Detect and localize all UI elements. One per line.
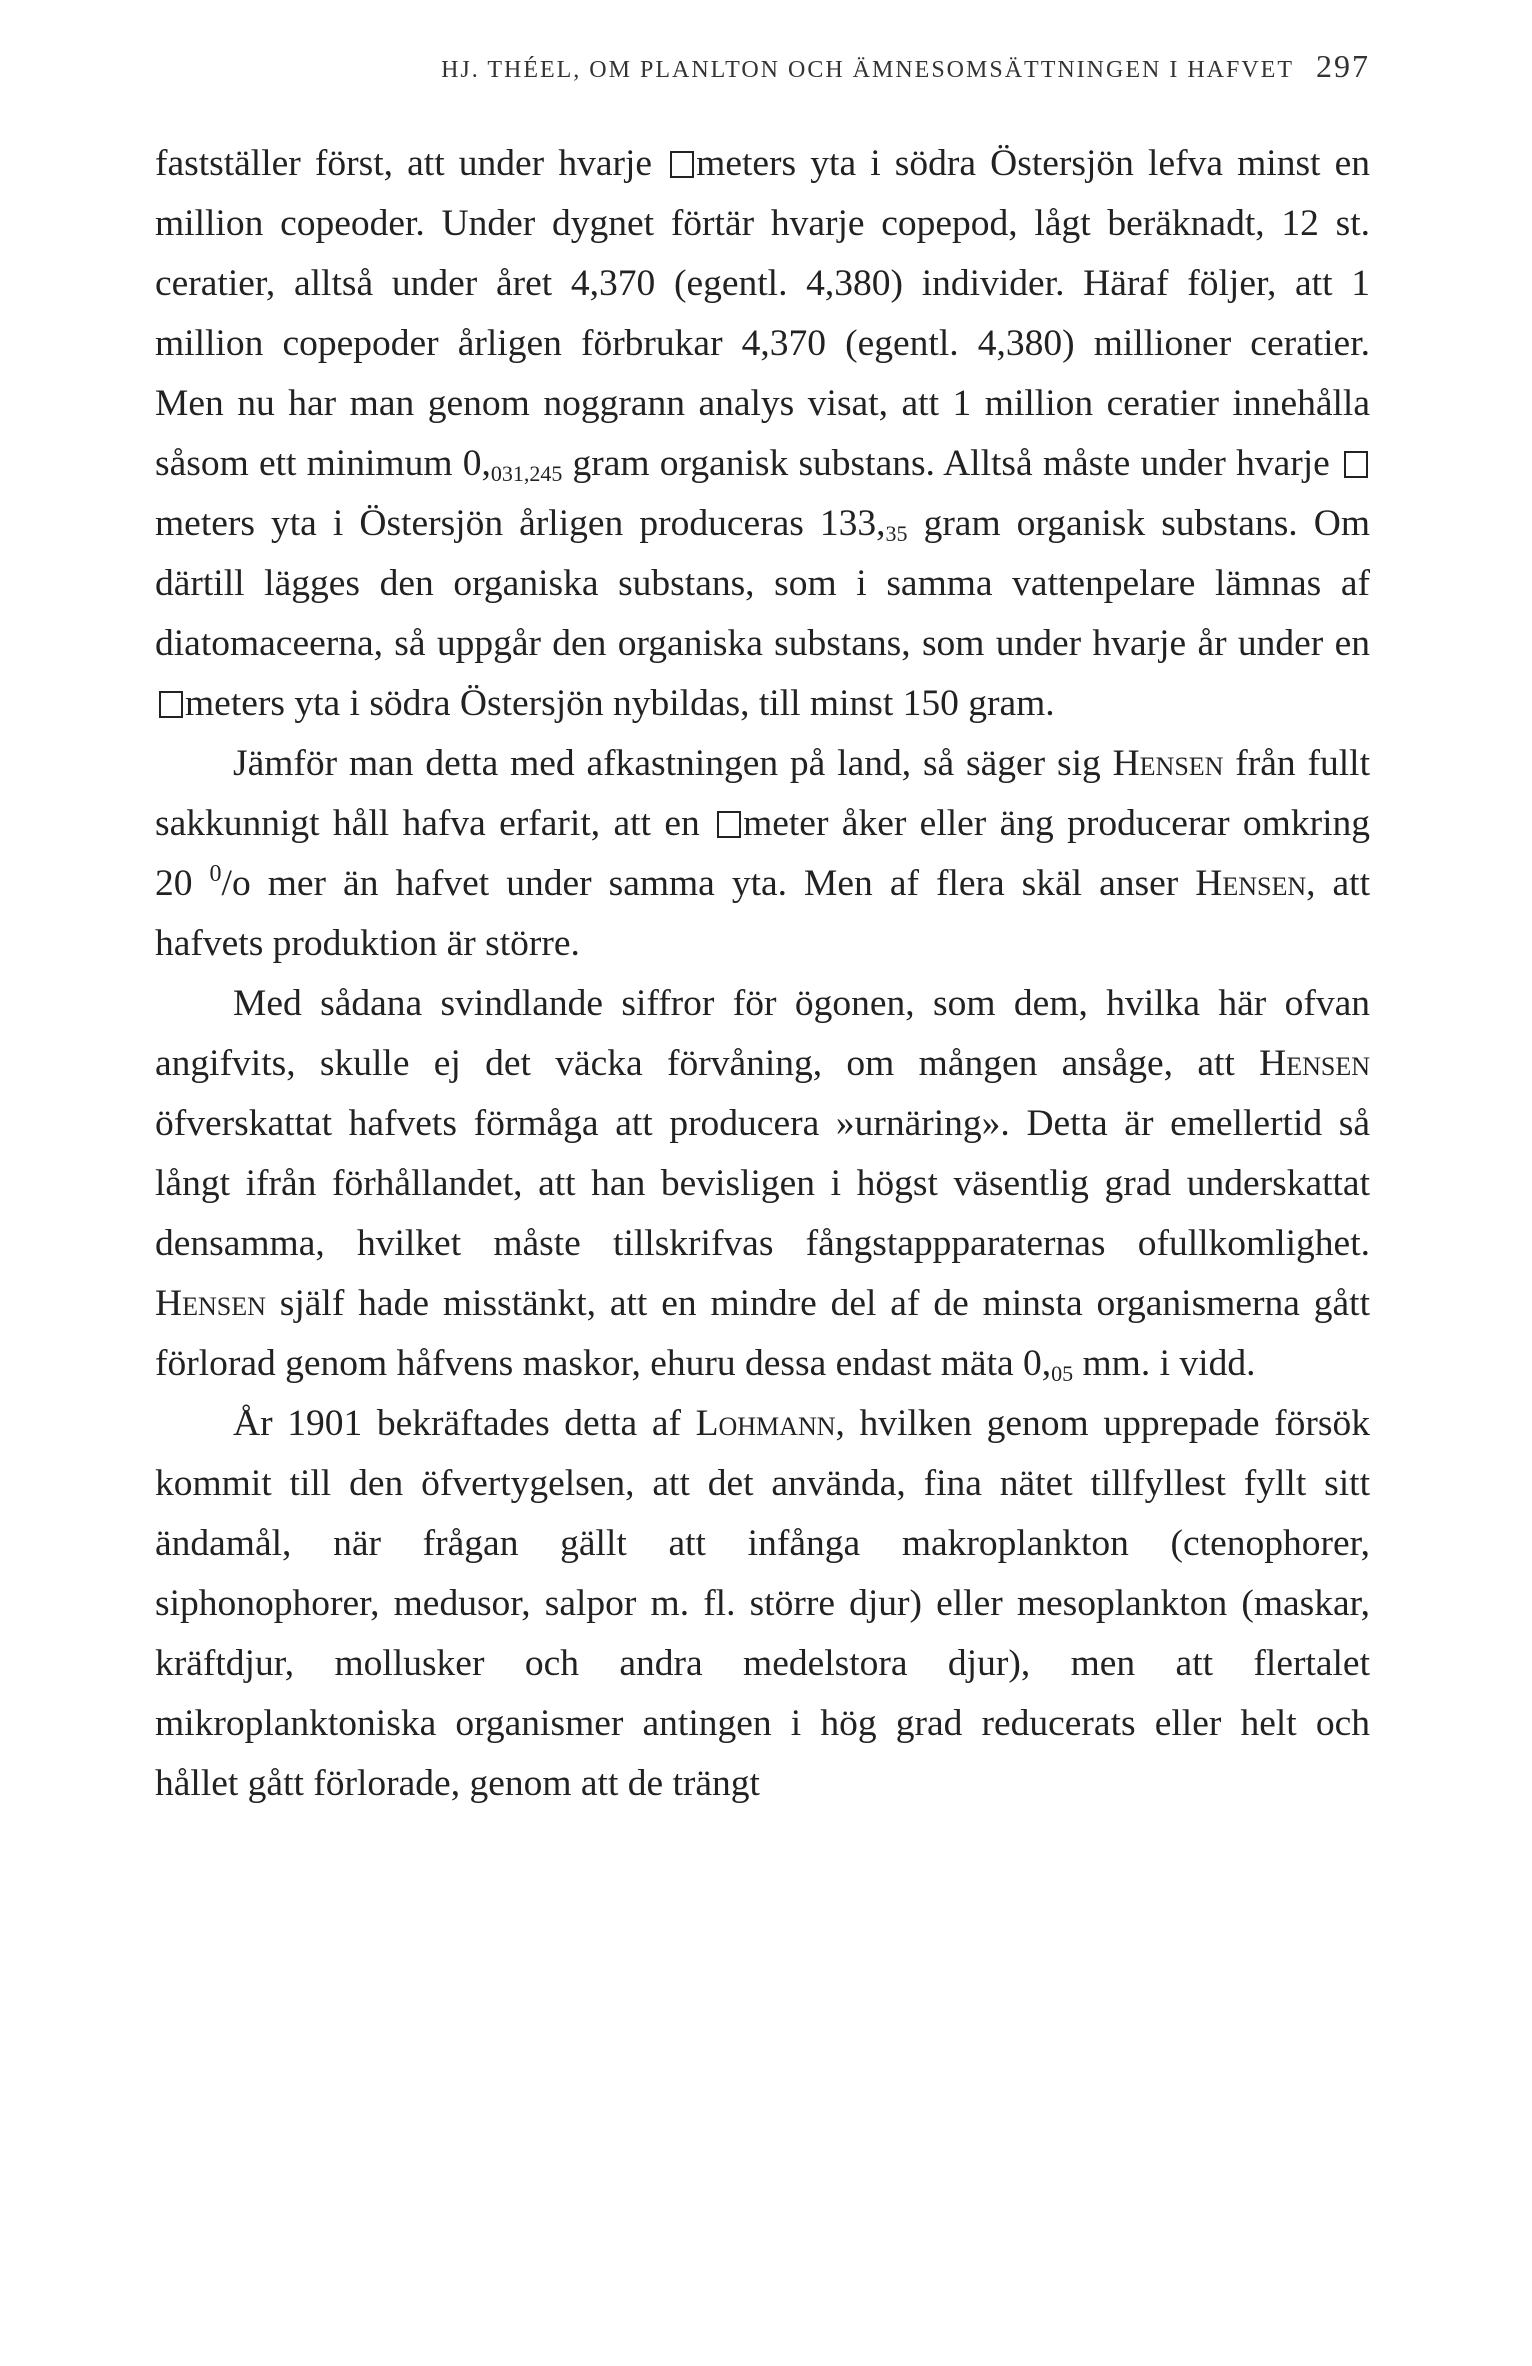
subscript: 031,245 <box>490 461 563 486</box>
page-number: 297 <box>1316 48 1370 84</box>
text: meters yta i södra Östersjön lefva minst en million copeoder. Under dygnet förtär hvarje copepod, lågt beräknadt, 12 st. ceratier, alltså under året 4,370 (egentl. 4,380) individer. Häraf följer, att 1 million copepoder årligen förbrukar 4,370 (egentl. 4,380) millioner ceratier. Men nu har man genom noggrann analys visat, att 1 million ceratier innehålla såsom ett minimum 0, <box>155 143 1371 484</box>
text: gram organisk substans. Alltså måste under hvarje <box>562 443 1330 484</box>
subscript: 05 <box>1051 1361 1074 1386</box>
text: själf hade misstänkt, att en mindre del af de minsta organismerna gått förlorad genom håfvens maskor, ehuru dessa endast mäta 0, <box>155 1283 1370 1384</box>
text: Med sådana svindlande siffror för ögonen, som dem, hvilka här ofvan angifvits, skulle ej det väcka förvåning, om mången ansåge, att <box>155 983 1370 1084</box>
text: öfverskattat hafvets förmåga att producera »urnäring». Detta är emellertid så långt ifrån förhållandet, att han bevisligen i högst väsentlig grad underskattat densamma, hvilket måste tillskrifvas fångstappparaternas ofullkomlighet. <box>155 1103 1370 1264</box>
running-head-title: HJ. THÉEL, OM PLANLTON OCH ÄMNESOMSÄTTNINGEN I HAFVET <box>441 57 1294 83</box>
book-page <box>155 48 1370 1814</box>
paragraph-1 <box>155 134 1370 734</box>
text: gram organisk substans. Om därtill lägges den organiska substans, som i samma vattenpelare lämnas af diatomaceerna, så uppgår den organiska substans, som under hvarje år under en <box>155 503 1370 664</box>
author-name: Hensen <box>1195 863 1307 904</box>
text: från fullt sakkunnigt håll hafva erfarit, att en <box>155 743 1370 844</box>
text: mm. i vidd. <box>1073 1343 1256 1384</box>
author-name: Lohmann <box>695 1403 836 1444</box>
square-symbol-icon <box>1344 451 1368 478</box>
square-symbol-icon <box>670 151 694 178</box>
paragraph-2 <box>155 734 1370 974</box>
text: /o mer än hafvet under samma yta. Men af flera skäl anser <box>221 863 1196 904</box>
running-head <box>155 48 1370 98</box>
paragraph-3 <box>155 974 1370 1394</box>
text: fastställer först, att under hvarje <box>155 143 653 184</box>
text: , hvilken genom upprepade försök kommit till den öfvertygelsen, att det använda, fina nätet tillfyllest fyllt sitt ändamål, när frågan gällt att infånga makroplankton (ctenophorer, siphonophorer, medusor, salpor m. fl. större djur) eller mesoplankton (maskar, kräftdjur, mollusker och andra medelstora djur), men att flertalet mikroplanktoniska organismer antingen i hög grad reducerats eller helt och hållet gått förlorade, genom att de trängt <box>155 1403 1370 1804</box>
text: meters yta i Östersjön årligen produceras 133, <box>155 503 886 544</box>
text: Jämför man detta med afkastningen på land, så säger sig <box>233 743 1101 784</box>
text: meter åker eller äng producerar omkring 20 <box>155 803 1370 904</box>
text: , att hafvets produktion är större. <box>155 863 1371 964</box>
body-text <box>155 134 1370 1814</box>
author-name: Hensen <box>1259 1043 1370 1084</box>
square-symbol-icon <box>159 691 183 718</box>
author-name: Hensen <box>1112 743 1224 784</box>
author-name: Hensen <box>155 1283 266 1324</box>
superscript: 0 <box>209 861 222 887</box>
subscript: 35 <box>885 521 908 546</box>
text: År 1901 bekräftades detta af <box>233 1403 696 1444</box>
paragraph-4 <box>155 1394 1370 1814</box>
square-symbol-icon <box>717 811 741 838</box>
text: meters yta i södra Östersjön nybildas, till minst 150 gram. <box>185 683 1055 724</box>
